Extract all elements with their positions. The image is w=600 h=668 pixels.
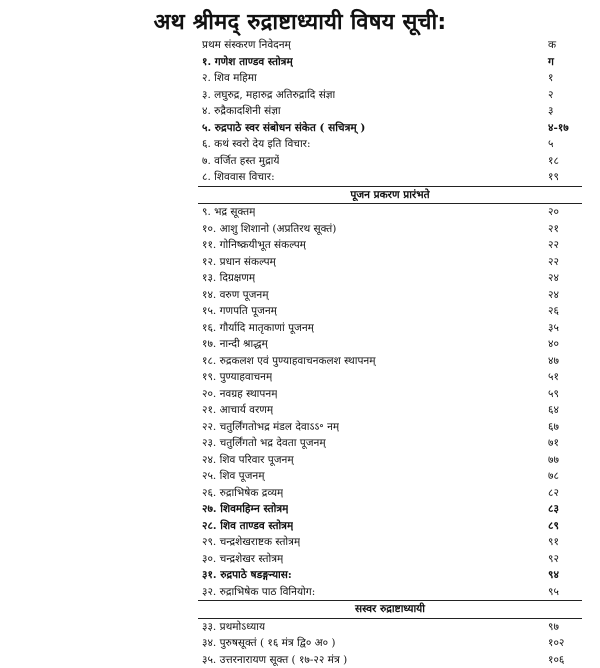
toc-entry-label: ९. भद्र सूक्तम्: [202, 204, 255, 221]
document-title: अथ श्रीमद् रुद्राष्टाध्यायी विषय सूची:: [0, 6, 600, 36]
toc-entry-page-number: ८२: [548, 485, 582, 502]
toc-entry-page-number: ९७: [548, 619, 582, 636]
toc-entry-page-number: ७८: [548, 468, 582, 485]
toc-entry-label: ३२. रुद्राभिषेक पाठ विनियोग:: [202, 584, 315, 601]
toc-entry-label: ८. शिववास विचार:: [202, 169, 275, 186]
toc-entry: [198, 254, 582, 271]
toc-entry: [198, 120, 582, 137]
toc-entry-page-number: ५१: [548, 369, 582, 386]
toc-entry-label: ५. रुद्रपाठे स्वर संबोधन संकेत ( सचित्रम् ): [202, 120, 365, 137]
toc-entry: [198, 204, 582, 221]
toc-entry-label: १८. रुद्रकलश एवं पुण्याहवाचनकलश स्थापनम्: [202, 353, 376, 370]
toc-entry-page-number: ९१: [548, 534, 582, 551]
toc-entry: [198, 435, 582, 452]
toc-entry-label: ३०. चन्द्रशेखर स्तोत्रम्: [202, 551, 283, 568]
toc-entry-page-number: ६७: [548, 419, 582, 436]
toc-entry-page-number: क: [548, 37, 582, 54]
toc-entry: [198, 584, 582, 602]
toc-entry: [198, 468, 582, 485]
toc-entry-page-number: ५९: [548, 386, 582, 403]
toc-entry-page-number: २२: [548, 254, 582, 271]
toc-entry: [198, 270, 582, 287]
toc-entry: [198, 619, 582, 636]
toc-entry-label: ३१. रुद्रपाठे षडङ्गन्यास:: [202, 567, 292, 584]
toc-entry-label: २३. चतुर्लिंगतो भद्र देवता पूजनम्: [202, 435, 326, 452]
toc-section-heading: [198, 187, 582, 205]
table-of-contents: [198, 37, 582, 668]
toc-entry-label: २४. शिव परिवार पूजनम्: [202, 452, 294, 469]
toc-entry: [198, 518, 582, 535]
toc-entry-page-number: २०: [548, 204, 582, 221]
toc-entry-page-number: ७७: [548, 452, 582, 469]
toc-entry: [198, 652, 582, 668]
toc-entry: [198, 136, 582, 153]
toc-entry-page-number: २१: [548, 221, 582, 238]
toc-entry: [198, 452, 582, 469]
toc-entry: [198, 534, 582, 551]
toc-entry-page-number: २२: [548, 237, 582, 254]
toc-entry: [198, 221, 582, 238]
toc-entry-page-number: १०२: [548, 635, 582, 652]
toc-entry-label: २८. शिव ताण्डव स्तोत्रम्: [202, 518, 293, 535]
toc-entry-label: १४. वरुण पूजनम्: [202, 287, 269, 304]
toc-entry-label: २०. नवग्रह स्थापनम्: [202, 386, 277, 403]
toc-entry-page-number: ३: [548, 103, 582, 120]
toc-entry-page-number: ४७: [548, 353, 582, 370]
toc-entry: [198, 37, 582, 54]
toc-entry-label: २२. चतुर्लिंगतोभद्र मंडल देवाऽऽ॰ नम्: [202, 419, 339, 436]
toc-entry-page-number: ८३: [548, 501, 582, 518]
toc-entry-label: २७. शिवमहिम्न स्तोत्रम्: [202, 501, 288, 518]
toc-section-heading: [198, 601, 582, 619]
toc-entry: [198, 419, 582, 436]
toc-entry-page-number: ६४: [548, 402, 582, 419]
toc-entry-label: १०. आशु शिशानो (अप्रतिरथ सूक्तं): [202, 221, 336, 238]
toc-entry-page-number: ४०: [548, 336, 582, 353]
section-heading-label: पूजन प्रकरण प्रारंभते: [198, 187, 582, 204]
toc-entry-label: ३३. प्रथमोऽध्याय: [202, 619, 265, 636]
toc-entry-label: १२. प्रधान संकल्पम्: [202, 254, 276, 271]
toc-entry: [198, 402, 582, 419]
toc-entry-page-number: ९४: [548, 567, 582, 584]
toc-entry-label: ११. गोनिष्क्रयीभूत संकल्पम्: [202, 237, 306, 254]
toc-entry: [198, 501, 582, 518]
toc-entry-page-number: १०६: [548, 652, 582, 668]
toc-entry: [198, 551, 582, 568]
toc-entry: [198, 70, 582, 87]
toc-entry-label: १९. पुण्याहवाचनम्: [202, 369, 272, 386]
section-heading-label: सस्वर रुद्राष्टाध्यायी: [198, 601, 582, 618]
toc-entry-label: १. गणेश ताण्डव स्तोत्रम्: [202, 54, 293, 71]
toc-entry-page-number: ९२: [548, 551, 582, 568]
toc-entry: [198, 635, 582, 652]
toc-entry-label: १३. दिग्रक्षणम्: [202, 270, 255, 287]
toc-entry-page-number: २६: [548, 303, 582, 320]
toc-entry-label: १५. गणपति पूजनम्: [202, 303, 277, 320]
toc-entry: [198, 103, 582, 120]
toc-entry: [198, 237, 582, 254]
toc-entry-label: ७. वर्जित हस्त मुद्रायें: [202, 153, 279, 170]
toc-entry: [198, 54, 582, 71]
toc-entry-label: २१. आचार्य वरणम्: [202, 402, 273, 419]
toc-entry-label: ४. रुद्रैकादशिनी संज्ञा: [202, 103, 281, 120]
toc-entry-page-number: १८: [548, 153, 582, 170]
toc-entry-page-number: ५: [548, 136, 582, 153]
toc-entry: [198, 485, 582, 502]
toc-entry-page-number: ४-१७: [548, 120, 582, 137]
toc-entry-label: ३. लघुरुद्र, महारुद्र अतिरुद्रादि संज्ञा: [202, 87, 335, 104]
toc-entry: [198, 153, 582, 170]
toc-entry: [198, 303, 582, 320]
toc-entry-page-number: ८९: [548, 518, 582, 535]
toc-entry: [198, 369, 582, 386]
toc-entry-label: १७. नान्दी श्राद्धम्: [202, 336, 268, 353]
toc-entry-page-number: १९: [548, 169, 582, 186]
toc-entry: [198, 353, 582, 370]
toc-entry-page-number: १: [548, 70, 582, 87]
toc-entry-page-number: ग: [548, 54, 582, 71]
toc-entry: [198, 287, 582, 304]
toc-entry: [198, 336, 582, 353]
toc-entry-page-number: २४: [548, 270, 582, 287]
toc-entry-page-number: ९५: [548, 584, 582, 601]
toc-entry-label: प्रथम संस्करण निवेदनम्: [202, 37, 291, 54]
toc-entry-page-number: ३५: [548, 320, 582, 337]
toc-entry: [198, 386, 582, 403]
toc-entry-label: ३५. उत्तरनारायण सूक्त ( १७-२२ मंत्र ): [202, 652, 347, 668]
toc-entry-label: ६. कथं स्वरो देय इति विचार:: [202, 136, 311, 153]
toc-entry-label: २. शिव महिमा: [202, 70, 257, 87]
toc-entry-page-number: २४: [548, 287, 582, 304]
toc-entry-page-number: ७१: [548, 435, 582, 452]
toc-entry-label: १६. गौर्यादि मातृकाणां पूजनम्: [202, 320, 314, 337]
toc-entry-label: ३४. पुरुषसूक्तं ( १६ मंत्र द्वि० अ० ): [202, 635, 336, 652]
toc-entry-label: २९. चन्द्रशेखराष्टक स्तोत्रम्: [202, 534, 300, 551]
toc-entry-label: २५. शिव पूजनम्: [202, 468, 265, 485]
toc-entry: [198, 320, 582, 337]
toc-entry: [198, 169, 582, 187]
toc-entry: [198, 87, 582, 104]
toc-entry-label: २६. रुद्राभिषेक द्रव्यम्: [202, 485, 283, 502]
toc-entry: [198, 567, 582, 584]
toc-entry-page-number: २: [548, 87, 582, 104]
